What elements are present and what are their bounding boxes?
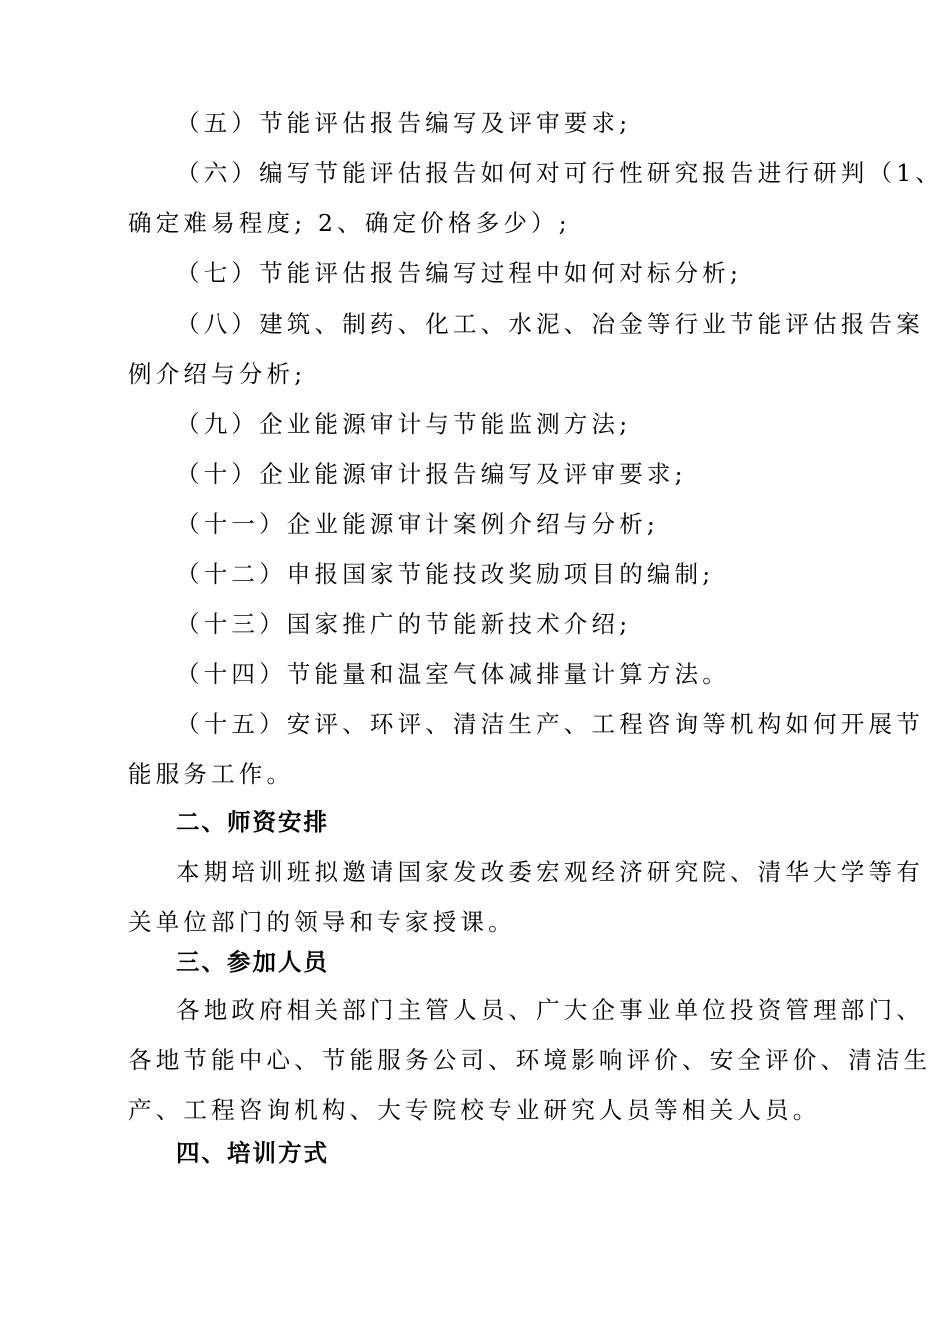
paragraph-participants-line-1: 各地政府相关部门主管人员、广大企事业单位投资管理部门、 — [176, 996, 924, 1024]
list-item-8: （八）建筑、制药、化工、水泥、冶金等行业节能评估报告案 — [176, 310, 924, 338]
list-item-13: （十三）国家推广的节能新技术介绍; — [176, 610, 632, 638]
list-item-6: （六）编写节能评估报告如何对可行性研究报告进行研判（1、 — [176, 159, 944, 187]
list-item-5: （五）节能评估报告编写及评审要求; — [176, 109, 632, 137]
list-item-6-continuation: 确定难易程度; 2、确定价格多少）; — [128, 209, 571, 237]
section-heading-participants: 三、参加人员 — [176, 948, 329, 976]
section-heading-training-method: 四、培训方式 — [176, 1139, 329, 1167]
list-item-10: （十）企业能源审计报告编写及评审要求; — [176, 460, 687, 488]
list-item-8-continuation: 例介绍与分析; — [128, 360, 307, 388]
list-item-15: （十五）安评、环评、清洁生产、工程咨询等机构如何开展节 — [176, 710, 924, 738]
list-item-7: （七）节能评估报告编写过程中如何对标分析; — [176, 259, 743, 287]
list-item-14: （十四）节能量和温室气体减排量计算方法。 — [176, 660, 730, 688]
paragraph-participants-line-3: 产、工程咨询机构、大专院校专业研究人员等相关人员。 — [128, 1096, 821, 1124]
list-item-9: （九）企业能源审计与节能监测方法; — [176, 410, 632, 438]
paragraph-participants-line-2: 各地节能中心、节能服务公司、环境影响评价、安全评价、清洁生 — [128, 1046, 932, 1074]
paragraph-teachers-line-1: 本期培训班拟邀请国家发改委宏观经济研究院、清华大学等有 — [176, 858, 924, 886]
list-item-15-continuation: 能服务工作。 — [128, 760, 295, 788]
list-item-11: （十一）企业能源审计案例介绍与分析; — [176, 510, 660, 538]
section-heading-teachers: 二、师资安排 — [176, 808, 329, 836]
paragraph-teachers-line-2: 关单位部门的领导和专家授课。 — [128, 908, 516, 936]
list-item-12: （十二）申报国家节能技改奖励项目的编制; — [176, 560, 715, 588]
